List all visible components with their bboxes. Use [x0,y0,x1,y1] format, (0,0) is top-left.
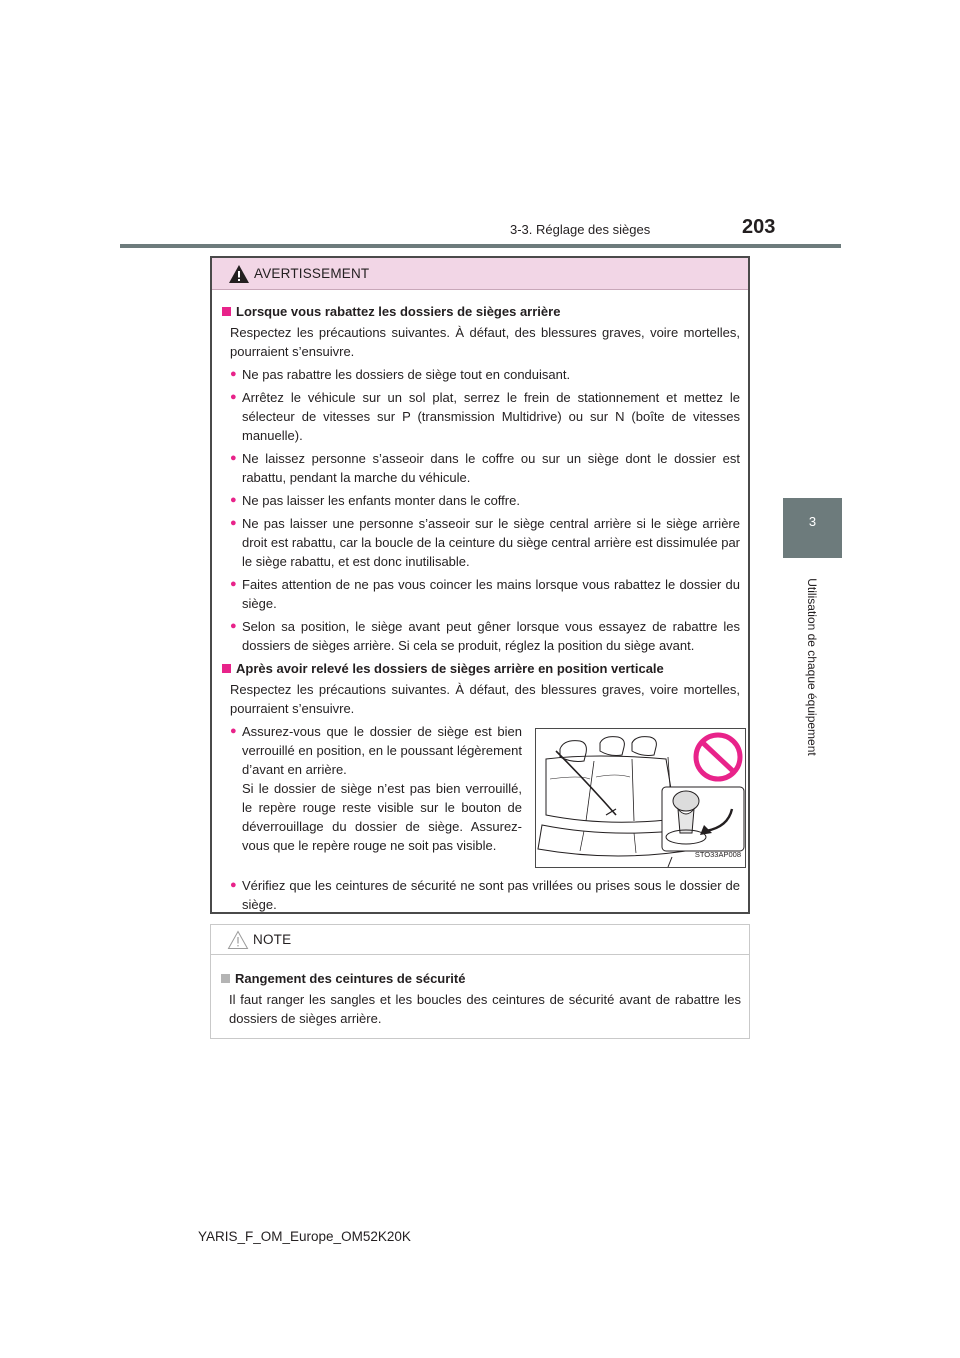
warning-bullet: ● Ne pas laisser les enfants monter dans le coffre. [222,491,740,510]
note-box [210,924,750,1039]
warning-bullet: ● Faites attention de ne pas vous coincer les mains lorsque vous rabattez le dossier du siège. [222,575,740,613]
warning-section-title: Après avoir relevé les dossiers de sièges arrière en position verticale [222,659,740,678]
warning-section-title: Lorsque vous rabattez les dossiers de sièges arrière [222,302,740,321]
warning-bullet: ● Assurez-vous que le dossier de siège est bien verrouillé en position, en le poussant légèrement d’avant en arrière. Si le dossier de siège n’est pas bien verrouillé, le repère rouge reste visible sur le bouton de déverrouillage du dossier de siège. Assurez-vous que le repère rouge ne soit pas visible. [222,722,522,855]
chapter-number: 3 [808,514,817,529]
chapter-label: Utilisation de chaque équipement [805,578,819,756]
note-content [211,955,749,1028]
figure-code: STO33AP008 [694,850,741,859]
warning-bullet: ● Selon sa position, le siège avant peut gêner lorsque vous essayez de rabattre les dossiers de sièges arrière. Si cela se produit, réglez la position du siège avant. [222,617,740,655]
note-title: NOTE [253,932,292,947]
header-rule [120,244,841,248]
warning-bullet: ● Arrêtez le véhicule sur un sol plat, serrez le frein de stationnement et mettez le sélecteur de vitesses sur P (transmission Multidrive) ou sur N (boîte de vitesses manuelle). [222,388,740,445]
section-title: 3-3. Réglage des sièges [510,222,651,237]
note-text: Il faut ranger les sangles et les boucles des ceintures de sécurité avant de rabattre les dossiers de sièges arrière. [229,992,741,1026]
warning-intro: Respectez les précautions suivantes. À défaut, des blessures graves, voire mortelles, pourraient s’ensuivre. [230,325,740,359]
caution-triangle-icon [227,930,249,950]
warning-bullet: ● Ne laissez personne s’asseoir dans le coffre ou sur un siège dont le dossier est rabattu, pendant la marche du véhicule. [222,449,740,487]
warning-box [210,256,750,914]
bullet-with-figure [222,722,740,872]
warning-title: AVERTISSEMENT [254,266,370,281]
warning-header [212,258,748,290]
warning-bullet: ● Ne pas rabattre les dossiers de siège tout en conduisant. [222,365,740,384]
note-header [211,925,749,955]
warning-triangle-icon [228,264,250,284]
document-code: YARIS_F_OM_Europe_OM52K20K [198,1229,411,1244]
seat-figure [535,728,746,868]
warning-bullet: ● Vérifiez que les ceintures de sécurité ne sont pas vrillées ou prises sous le dossier de siège. [222,876,740,914]
warning-intro: Respectez les précautions suivantes. À défaut, des blessures graves, voire mortelles, pourraient s’ensuivre. [230,682,740,716]
page-number: 203 [742,216,776,238]
warning-bullet: ● Ne pas laisser une personne s’asseoir sur le siège central arrière si le siège arrière droit est rabattu, car la boucle de la ceinture du siège central arrière est dissimulée par le siège rabattu, et est donc inutilisable. [222,514,740,571]
warning-content [212,290,748,914]
chapter-label-wrap [805,578,819,756]
note-section-title: Rangement des ceintures de sécurité [221,969,741,988]
